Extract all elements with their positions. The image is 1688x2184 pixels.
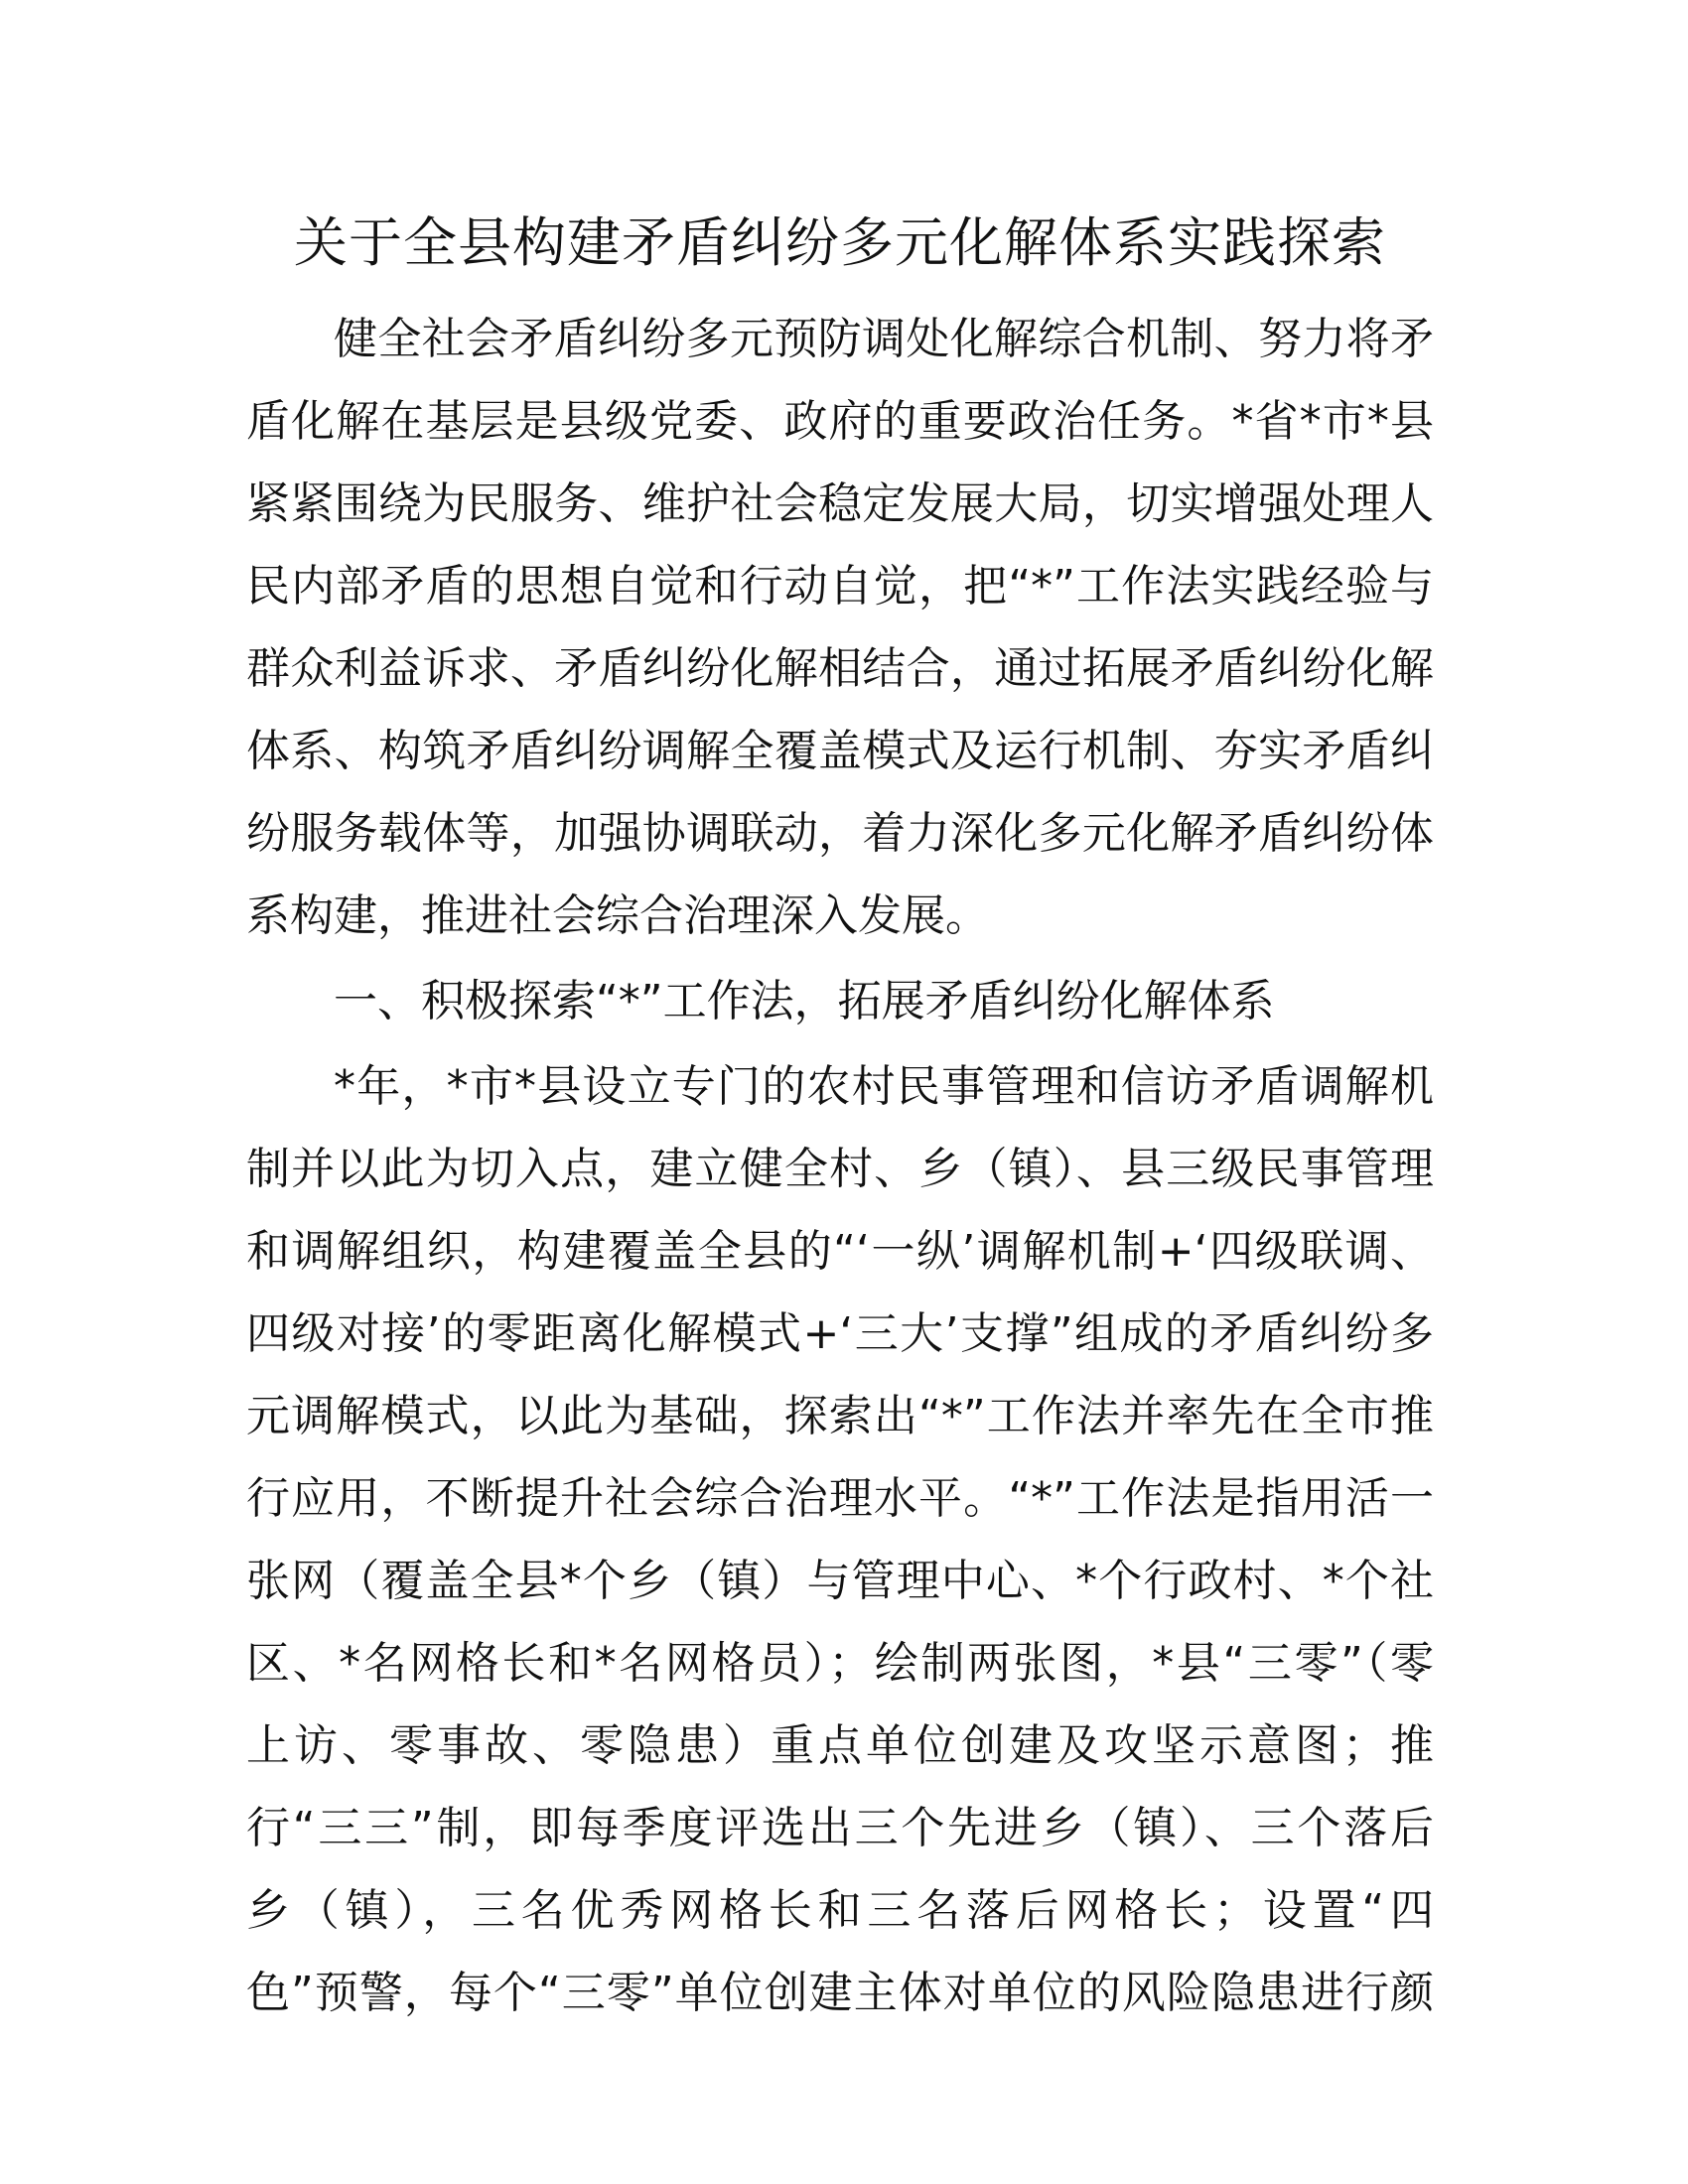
paragraph-line: 群众利益诉求、矛盾纠纷化解相结合，通过拓展矛盾纠纷化解 bbox=[246, 643, 1434, 694]
paragraph-line: 纷服务载体等，加强协调联动，着力深化多元化解矛盾纠纷体 bbox=[246, 808, 1434, 859]
document-page bbox=[246, 189, 1434, 2034]
paragraph-line: 体系、构筑矛盾纠纷调解全覆盖模式及运行机制、夯实矛盾纠 bbox=[246, 726, 1434, 776]
paragraph-line: 行应用，不断提升社会综合治理水平。“*”工作法是指用活一 bbox=[246, 1473, 1434, 1524]
paragraph-line: 民内部矛盾的思想自觉和行动自觉，把“*”工作法实践经验与 bbox=[246, 561, 1434, 612]
paragraph-1 bbox=[246, 298, 1434, 957]
paragraph-line: 健全社会矛盾纠纷多元预防调处化解综合机制、努力将矛 bbox=[334, 314, 1434, 364]
paragraph-line: 上访、零事故、零隐患）重点单位创建及攻坚示意图；推 bbox=[246, 1720, 1434, 1771]
paragraph-line: 元调解模式，以此为基础，探索出“*”工作法并率先在全市推 bbox=[246, 1391, 1434, 1441]
paragraph-line: 区、*名网格长和*名网格员）；绘制两张图，*县“三零”（零 bbox=[246, 1638, 1434, 1689]
paragraph-line: 色”预警，每个“三零”单位创建主体对单位的风险隐患进行颜 bbox=[246, 1968, 1434, 2018]
section-heading: 一、积极探索“*”工作法，拓展矛盾纠纷化解体系 bbox=[334, 976, 1275, 1026]
paragraph-line: 行“三三”制，即每季度评选出三个先进乡（镇）、三个落后 bbox=[246, 1803, 1434, 1853]
paragraph-2 bbox=[246, 1045, 1434, 2034]
paragraph-line: 系构建，推进社会综合治理深入发展。 bbox=[246, 890, 989, 941]
document-title: 关于全县构建矛盾纠纷多元化解体系实践探索 bbox=[294, 211, 1386, 274]
paragraph-line: 制并以此为切入点，建立健全村、乡（镇）、县三级民事管理 bbox=[246, 1144, 1434, 1194]
paragraph-line: 紧紧围绕为民服务、维护社会稳定发展大局，切实增强处理人 bbox=[246, 478, 1434, 529]
paragraph-line: 和调解组织，构建覆盖全县的“‘一纵’调解机制+‘四级联调、 bbox=[246, 1226, 1434, 1277]
paragraph-line: 张网（覆盖全县*个乡（镇）与管理中心、*个行政村、*个社 bbox=[246, 1556, 1434, 1606]
paragraph-line: 乡（镇），三名优秀网格长和三名落后网格长；设置“四 bbox=[246, 1885, 1434, 1936]
paragraph-line: *年，*市*县设立专门的农村民事管理和信访矛盾调解机 bbox=[334, 1061, 1434, 1112]
paragraph-line: 四级对接’的零距离化解模式+‘三大’支撑”组成的矛盾纠纷多 bbox=[246, 1308, 1434, 1359]
paragraph-line: 盾化解在基层是县级党委、政府的重要政治任务。*省*市*县 bbox=[246, 396, 1434, 447]
